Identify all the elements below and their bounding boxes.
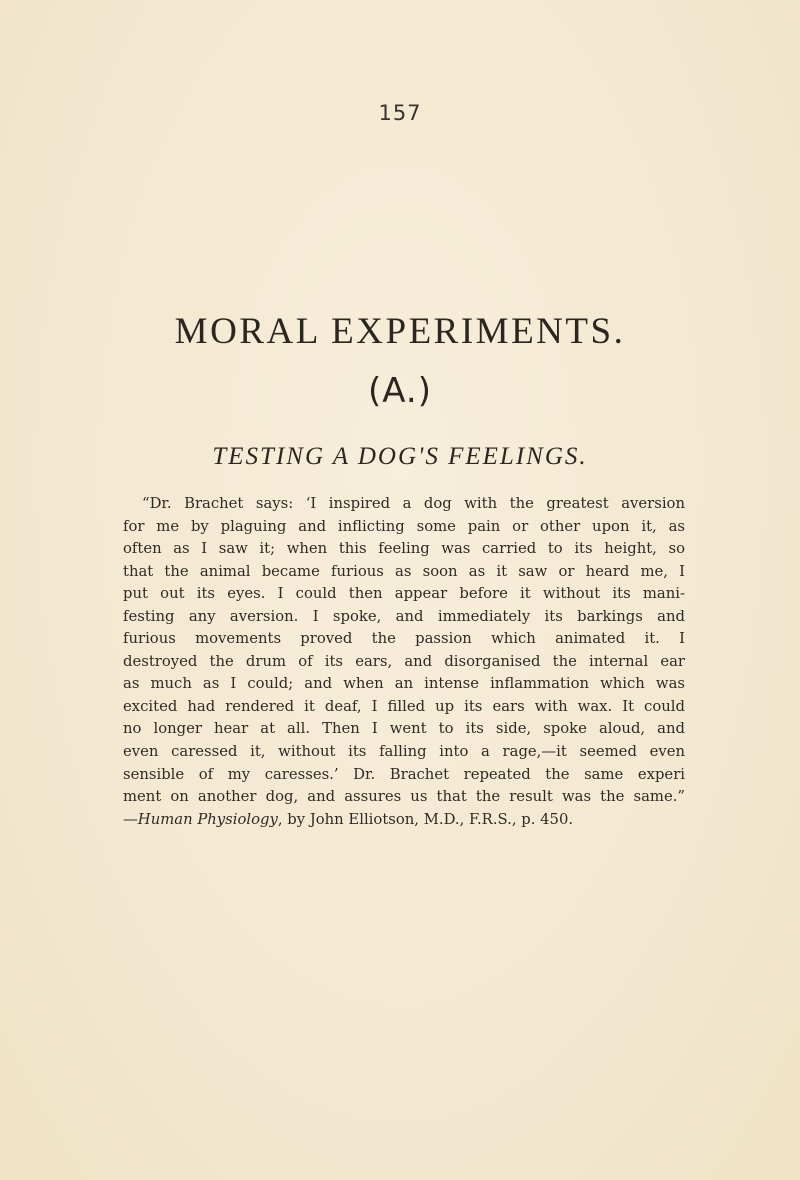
passage-line: ment on another dog, and assures us that the result was the same.” [123,788,685,806]
citation [123,809,685,832]
passage-line: as much as I could; and when an intense inflammation which was [123,675,685,693]
passage-line: excited had rendered it deaf, I filled up its ears with wax. It could [123,697,685,715]
passage-line: often as I saw it; when this feeling was carried to its height, so [123,540,685,558]
citation-work-title: Human Physiology [137,810,278,828]
passage-line: “Dr. Brachet says: ‘I inspired a dog with the greatest aversion [142,495,685,512]
passage-line: sensible of my caresses.’ Dr. Brachet repeated the same experi [123,765,685,783]
passage-line: even caressed it, without its falling into a rage,—it seemed even [123,743,685,761]
section-label: (A.) [368,371,432,411]
passage-line: for me by plaguing and inflicting some pain or other upon it, as [123,517,685,535]
passage-line: that the animal became furious as soon as it saw or heard me, I [123,562,685,580]
page-number: 157 [378,101,422,125]
passage-line: destroyed the drum of its ears, and disorganised the internal ear [123,652,685,670]
passage-line: no longer hear at all. Then I went to its side, spoke aloud, and [123,720,685,738]
passage-line: festing any aversion. I spoke, and immediately its barkings and [123,607,685,625]
citation-details: , by John Elliotson, M.D., F.R.S., p. 450. [277,810,574,828]
chapter-title: MORAL EXPERIMENTS. [174,311,626,352]
quoted-passage [123,493,685,831]
citation-dash: — [123,810,138,828]
section-subtitle: TESTING A DOG'S FEELINGS. [212,443,588,470]
passage-line: put out its eyes. I could then appear before it without its mani- [123,585,685,603]
passage-line: furious movements proved the passion which animated it. I [123,630,685,648]
